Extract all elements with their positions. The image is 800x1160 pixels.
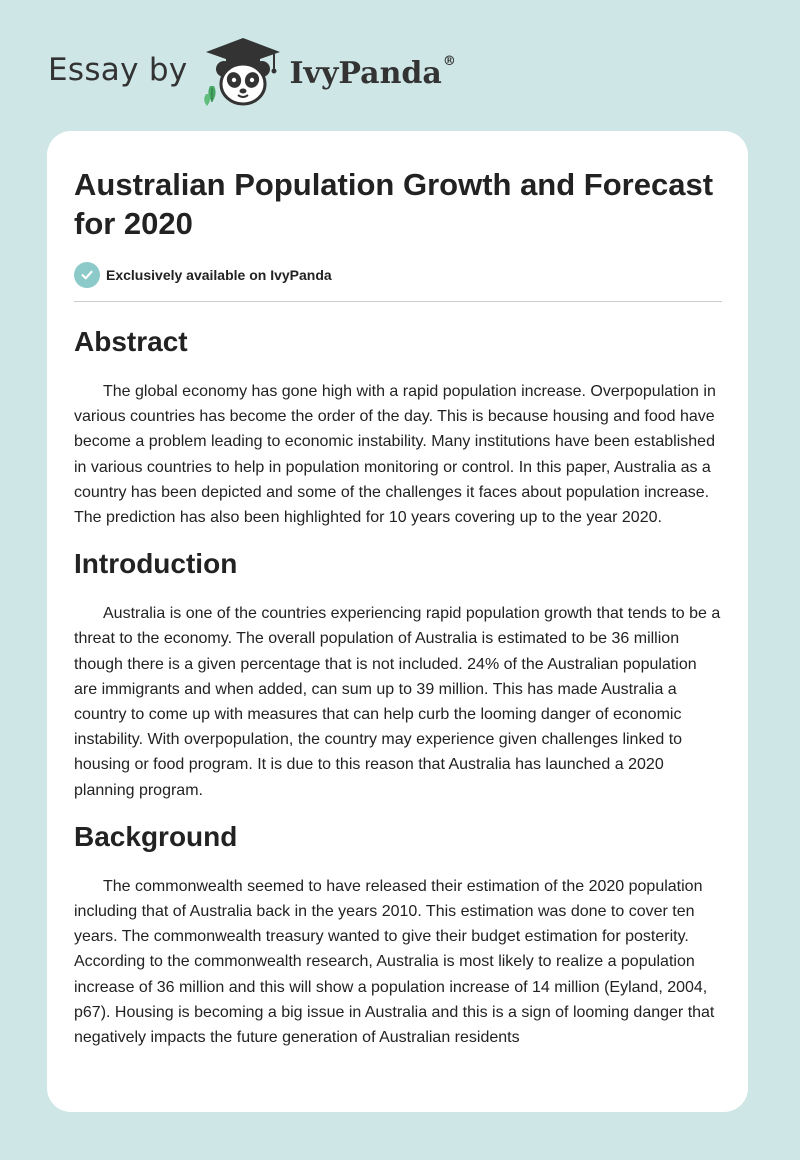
section-heading: Background — [74, 820, 238, 852]
section-heading: Introduction — [74, 548, 238, 580]
section-paragraph: The commonwealth seemed to have released their estimation of the 2020 population including that of Australia back in the years 2010. This estimation was done to cover ten years. The commonwealth treasury wanted to give their budget estimation for posterity. According to the commonwealth research, Australia is most likely to realize a population increase of 36 million and this will show a population increase of 14 million (Eyland, 2004, p67). Housing is becoming a big issue in Australia and this is a sign of looming danger that negatively impacts the future generation of Australian residents — [74, 877, 715, 1047]
section-paragraph: Australia is one of the countries experiencing rapid population growth that tends to be a threat to the economy. The overall population of Australia is estimated to be 36 million though there is a given percentage that is not included. 24% of the Australian population are immigrants and when added, can sum up to 39 million. This has made Australia a country to come up with measures that can help curb the looming danger of economic instability. With overpopulation, the country may experience given challenges linked to housing or food program. It is due to this reason that Australia has launched a 2020 planning program. — [74, 605, 721, 799]
registered-mark: ® — [442, 53, 456, 69]
essay-content — [74, 165, 722, 1050]
section-introduction — [74, 547, 722, 803]
essay-card — [47, 131, 748, 1112]
section-paragraph: The global economy has gone high with a rapid population increase. Overpopulation in various countries has become the order of the day. This is because housing and food have become a problem leading to economic instability. Many institutions have been established in various countries to help in population monitoring or control. In this paper, Australia as a country has been depicted and some of the challenges it faces about population increase. The prediction has also been highlighted for 10 years covering up to the year 2020. — [74, 383, 716, 527]
brand-name[interactable]: IvyPanda® — [289, 53, 456, 91]
divider — [74, 301, 722, 302]
section-abstract — [74, 325, 722, 530]
page-title: Australian Population Growth and Forecast for 2020 — [74, 167, 714, 241]
panda-logo-icon[interactable] — [202, 36, 284, 108]
exclusive-badge — [74, 261, 722, 288]
badge-label: Exclusively available on IvyPanda — [106, 266, 332, 283]
essay-by-label: Essay by — [48, 52, 188, 88]
site-header — [48, 36, 456, 108]
section-heading: Abstract — [74, 326, 188, 357]
section-background — [74, 820, 722, 1050]
check-icon — [74, 262, 100, 288]
